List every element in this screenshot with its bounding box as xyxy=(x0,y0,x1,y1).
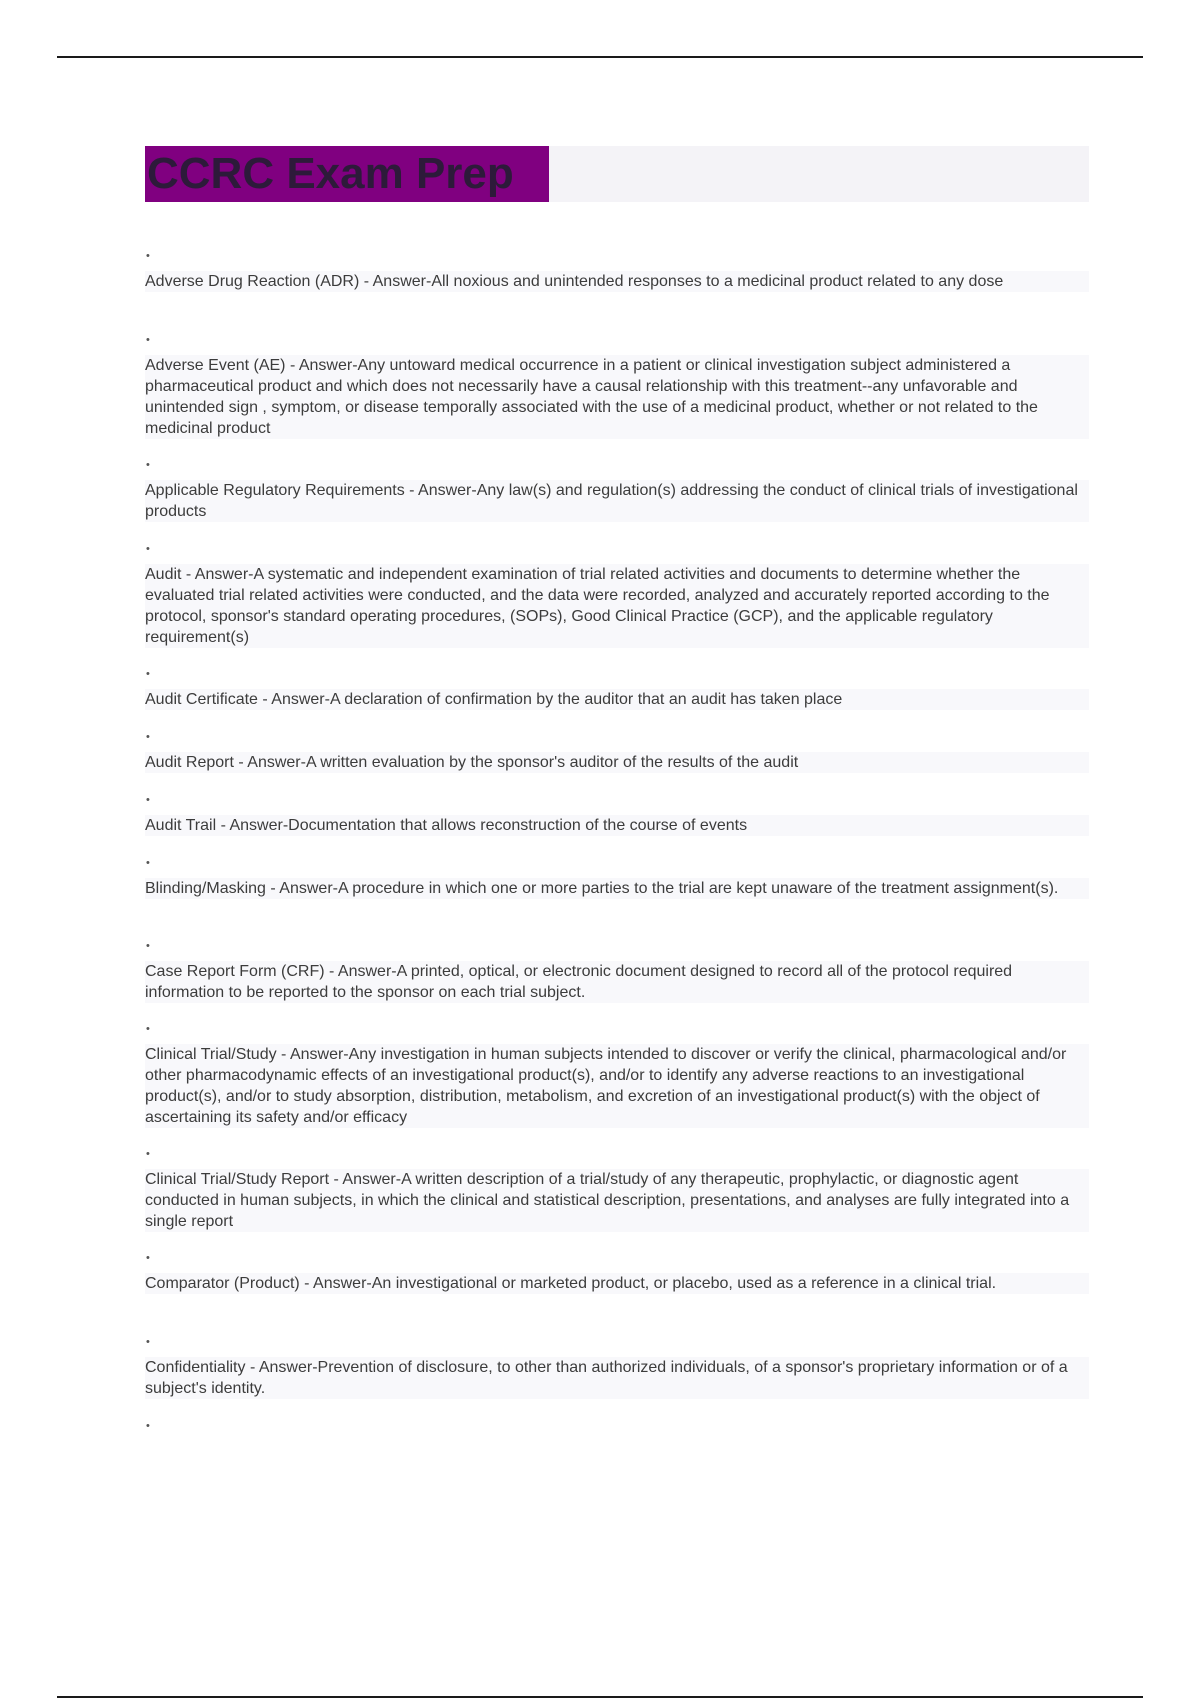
bullet-marker: • xyxy=(146,668,150,680)
entry-text: Audit - Answer-A systematic and independent examination of trial related activities and documents to determine whether the evaluated trial related activities were conducted, and the data were recorded, analyzed and accurately reported according to the protocol, sponsor's standard operating procedures, (SOPs), Good Clinical Practice (GCP), and the applicable regulatory requirement(s) xyxy=(145,564,1089,648)
glossary-entry xyxy=(145,1023,1089,1128)
bullet-marker: • xyxy=(146,459,150,471)
entry-text: Audit Trail - Answer-Documentation that allows reconstruction of the course of events xyxy=(145,815,1089,836)
entry-text: Clinical Trial/Study - Answer-Any investigation in human subjects intended to discover or verify the clinical, pharmacological and/or other pharmacodynamic effects of an investigational product(s), and/or to identify any adverse reactions to an investigational product(s), and/or to study absorption, distribution, metabolism, and excretion of an investigational product(s) with the object of ascertaining its safety and/or efficacy xyxy=(145,1044,1089,1128)
bullet-marker: • xyxy=(146,940,150,952)
entry-text: Clinical Trial/Study Report - Answer-A written description of a trial/study of any therapeutic, prophylactic, or diagnostic agent conducted in human subjects, in which the clinical and statistical description, presentations, and analyses are fully integrated into a single report xyxy=(145,1169,1089,1232)
glossary-entry xyxy=(145,668,1089,710)
glossary-entry xyxy=(145,1252,1089,1294)
glossary-entry xyxy=(145,794,1089,836)
glossary-entry xyxy=(145,857,1089,899)
glossary-entry xyxy=(145,250,1089,292)
bullet-marker: • xyxy=(146,1148,150,1160)
entry-text: Comparator (Product) - Answer-An investigational or marketed product, or placebo, used as a reference in a clinical trial. xyxy=(145,1273,1089,1294)
bullet-marker: • xyxy=(146,543,150,555)
bullet-marker: • xyxy=(146,1252,150,1264)
bullet-marker: • xyxy=(146,1336,150,1348)
glossary-entry xyxy=(145,334,1089,439)
glossary-entry xyxy=(145,940,1089,1003)
glossary-entry xyxy=(145,1148,1089,1232)
entry-text: Blinding/Masking - Answer-A procedure in which one or more parties to the trial are kept unaware of the treatment assignment(s). xyxy=(145,878,1089,899)
entry-text: Confidentiality - Answer-Prevention of disclosure, to other than authorized individuals, of a sponsor's proprietary information or of a subject's identity. xyxy=(145,1357,1089,1399)
bullet-marker: • xyxy=(146,334,150,346)
glossary-entry xyxy=(145,543,1089,648)
glossary-entry xyxy=(145,731,1089,773)
bullet-marker: • xyxy=(146,250,150,262)
entry-text: Audit Report - Answer-A written evaluation by the sponsor's auditor of the results of the audit xyxy=(145,752,1089,773)
entry-text: Case Report Form (CRF) - Answer-A printed, optical, or electronic document designed to record all of the protocol required information to be reported to the sponsor on each trial subject. xyxy=(145,961,1089,1003)
glossary-entry xyxy=(145,459,1089,522)
entry-text: Adverse Event (AE) - Answer-Any untoward medical occurrence in a patient or clinical investigation subject administered a pharmaceutical product and which does not necessarily have a causal relationship with this treatment--any unfavorable and unintended sign , symptom, or disease temporally associated with the use of a medicinal product, whether or not related to the medicinal product xyxy=(145,355,1089,439)
entry-text: Audit Certificate - Answer-A declaration of confirmation by the auditor that an audit has taken place xyxy=(145,689,1089,710)
bullet-marker: • xyxy=(146,731,150,743)
entry-text: Applicable Regulatory Requirements - Answer-Any law(s) and regulation(s) addressing the conduct of clinical trials of investigational products xyxy=(145,480,1089,522)
bullet-marker: • xyxy=(146,794,150,806)
glossary-entry xyxy=(145,1336,1089,1399)
entry-text: Adverse Drug Reaction (ADR) - Answer-All noxious and unintended responses to a medicinal product related to any dose xyxy=(145,271,1089,292)
top-rule xyxy=(57,56,1143,58)
bullet-marker: • xyxy=(146,857,150,869)
page-title: CCRC Exam Prep xyxy=(145,146,549,202)
bottom-rule xyxy=(57,1696,1143,1698)
bullet-marker: • xyxy=(146,1420,150,1432)
bullet-marker: • xyxy=(146,1023,150,1035)
glossary-entry-empty xyxy=(145,1420,1089,1432)
